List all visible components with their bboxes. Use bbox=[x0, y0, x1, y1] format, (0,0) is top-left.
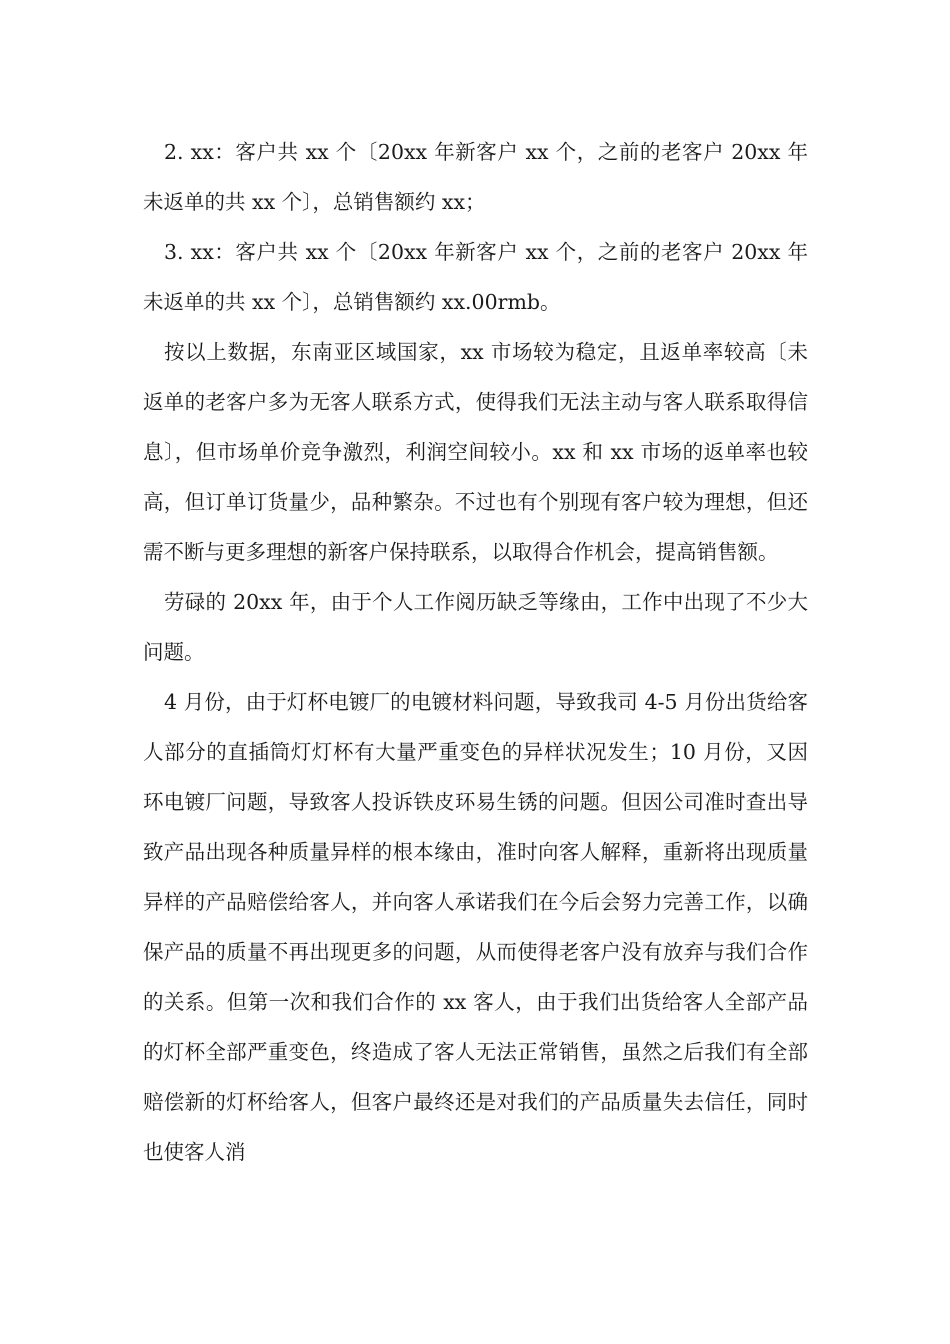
document-body bbox=[143, 127, 808, 1177]
paragraph-item-3: 3. xx：客户共 xx 个〔20xx 年新客户 xx 个，之前的老客户 20xx 年未返单的共 xx 个〕，总销售额约 xx.00rmb。 bbox=[143, 240, 808, 314]
paragraph-analysis: 按以上数据，东南亚区域国家，xx 市场较为稳定，且返单率较高〔未返单的老客户多为无客人联系方式，使得我们无法主动与客人联系取得信息〕，但市场单价竞争激烈，利润空间较小。xx 和 xx 市场的返单率也较高，但订单订货量少，品种繁杂。不过也有个别现有客户较为理想，但还需不断与更多理想的新客户保持联系，以取得合作机会，提高销售额。 bbox=[143, 340, 808, 564]
paragraph-problems-intro: 劳碌的 20xx 年，由于个人工作阅历缺乏等缘由，工作中出现了不少大问题。 bbox=[143, 590, 808, 664]
paragraph-quality-issues: 4 月份，由于灯杯电镀厂的电镀材料问题，导致我司 4-5 月份出货给客人部分的直插筒灯灯杯有大量严重变色的异样状况发生；10 月份，又因环电镀厂问题，导致客人投诉铁皮环易生锈的问题。但因公司准时查出导致产品出现各种质量异样的根本缘由，准时向客人解释，重新将出现质量异样的产品赔偿给客人，并向客人承诺我们在今后会努力完善工作，以确保产品的质量不再出现更多的问题，从而使得老客户没有放弃与我们合作的关系。但第一次和我们合作的 xx 客人，由于我们出货给客人全部产品的灯杯全部严重变色，终造成了客人无法正常销售，虽然之后我们有全部赔偿新的灯杯给客人，但客户最终还是对我们的产品质量失去信任，同时也使客人消 bbox=[143, 690, 808, 1164]
paragraph-item-2: 2. xx：客户共 xx 个〔20xx 年新客户 xx 个，之前的老客户 20xx 年未返单的共 xx 个〕，总销售额约 xx； bbox=[143, 140, 808, 214]
